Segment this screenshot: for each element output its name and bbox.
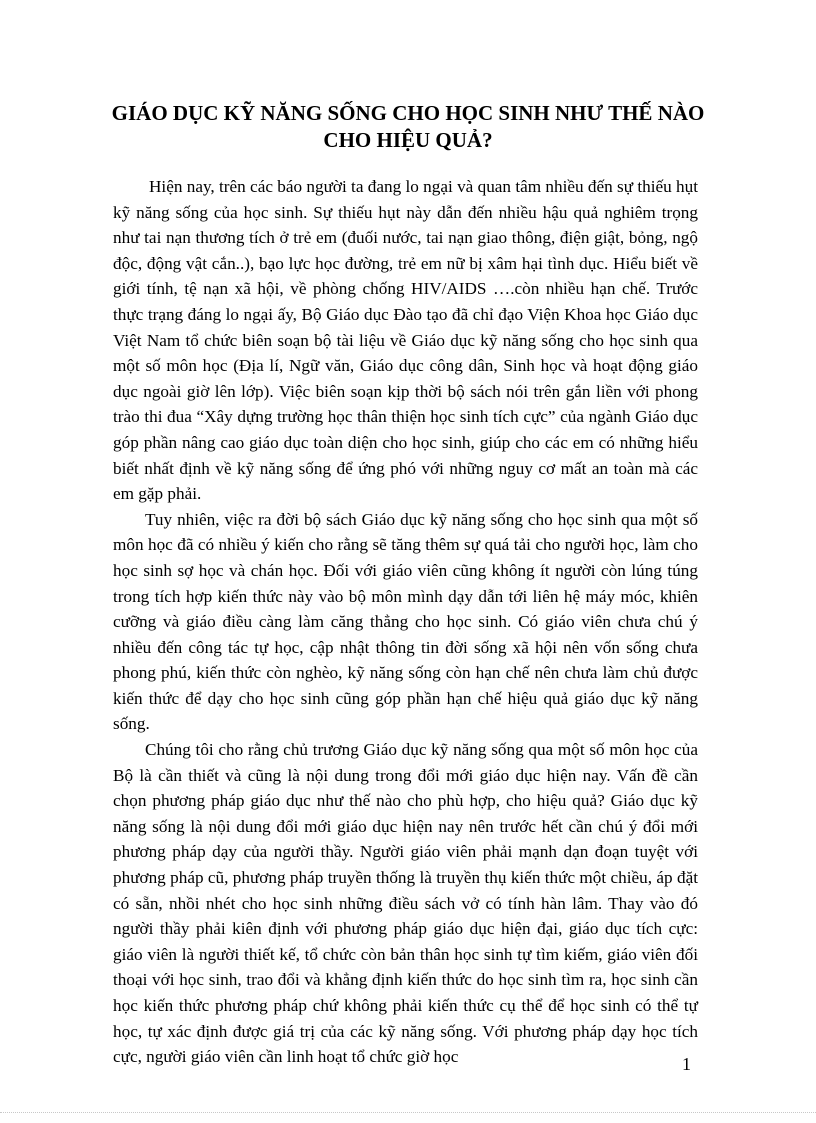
paragraph-1: Hiện nay, trên các báo người ta đang lo ngại và quan tâm nhiều đến sự thiếu hụt kỹ năng sống của học sinh. Sự thiếu hụt này dẫn đến nhiều hậu quả nghiêm trọng như tai nạn thương tích ở trẻ em (đuối nước, tai nạn giao thông, điện giật, bỏng, ngộ độc, động vật cắn..), bạo lực học đường, trẻ em nữ bị xâm hại tình dục. Hiểu biết về giới tính, tệ nạn xã hội, về phòng chống HIV/AIDS ….còn nhiều hạn chế. Trước thực trạng đáng lo ngại ấy, Bộ Giáo dục Đào tạo đã chỉ đạo Viện Khoa học Giáo dục Việt Nam tổ chức biên soạn bộ tài liệu về Giáo dục kỹ năng sống cho học sinh qua một số môn học (Địa lí, Ngữ văn, Giáo dục công dân, Sinh học và hoạt động giáo dục ngoài giờ lên lớp). Việc biên soạn kịp thời bộ sách nói trên gắn liền với phong trào thi đua “Xây dựng trường học thân thiện học sinh tích cực” của ngành Giáo dục góp phần nâng cao giáo dục toàn diện cho học sinh, giúp cho các em có những hiểu biết nhất định về kỹ năng sống để ứng phó với những nguy cơ mất an toàn mà các em gặp phải. <box>113 177 698 504</box>
page-bottom-divider <box>0 1112 816 1113</box>
document-body <box>113 174 698 1070</box>
paragraph-3: Chúng tôi cho rằng chủ trương Giáo dục kỹ năng sống qua một số môn học của Bộ là cần thiết và cũng là nội dung trong đổi mới giáo dục hiện nay. Vấn đề cần chọn phương pháp giáo dục như thế nào cho phù hợp, cho hiệu quả? Giáo dục kỹ năng sống là nội dung đổi mới giáo dục hiện nay nên trước hết cần chú ý đổi mới phương pháp dạy của người thầy. Người giáo viên phải mạnh dạn đoạn tuyệt với phương pháp cũ, phương pháp truyền thống là truyền thụ kiến thức một chiều, áp đặt có sẵn, nhồi nhét cho học sinh những điều sách vở có tính hàn lâm. Thay vào đó người thầy phải kiên định với phương pháp giáo dục hiện đại, giáo dục tích cực: giáo viên là người thiết kế, tổ chức còn bản thân học sinh tự tìm kiếm, giáo viên đối thoại với học sinh, trao đổi và khẳng định kiến thức do học sinh tìm ra, học sinh cần học kiến thức phương pháp chứ không phải kiến thức cụ thể để học sinh có thể tự học, tự xác định được giá trị của các kỹ năng sống. Với phương pháp dạy học tích cực, người giáo viên cần linh hoạt tổ chức giờ học <box>113 740 698 1067</box>
title-line-2: CHO HIỆU QUẢ? <box>323 128 493 152</box>
document-title <box>100 100 716 154</box>
title-line-1: GIÁO DỤC KỸ NĂNG SỐNG CHO HỌC SINH NHƯ THẾ NÀO <box>111 101 705 125</box>
page-number: 1 <box>682 1054 691 1074</box>
paragraph-2: Tuy nhiên, việc ra đời bộ sách Giáo dục kỹ năng sống cho học sinh qua một số môn học đã có nhiều ý kiến cho rằng sẽ tăng thêm sự quá tải cho người học, làm cho học sinh sợ học và chán học. Đối với giáo viên cũng không ít người còn lúng túng trong tích hợp kiến thức này vào bộ môn mình dạy dẫn tới liên hệ máy móc, khiên cưỡng và giáo điều càng làm căng thẳng cho học sinh. Có giáo viên chưa chú ý nhiều đến công tác tự học, cập nhật thông tin đời sống xã hội nên vốn sống chưa phong phú, kiến thức còn nghèo, kỹ năng sống còn hạn chế nên chưa làm chủ được kiến thức để dạy cho học sinh cũng góp phần hạn chế hiệu quả giáo dục kỹ năng sống. <box>113 509 698 734</box>
